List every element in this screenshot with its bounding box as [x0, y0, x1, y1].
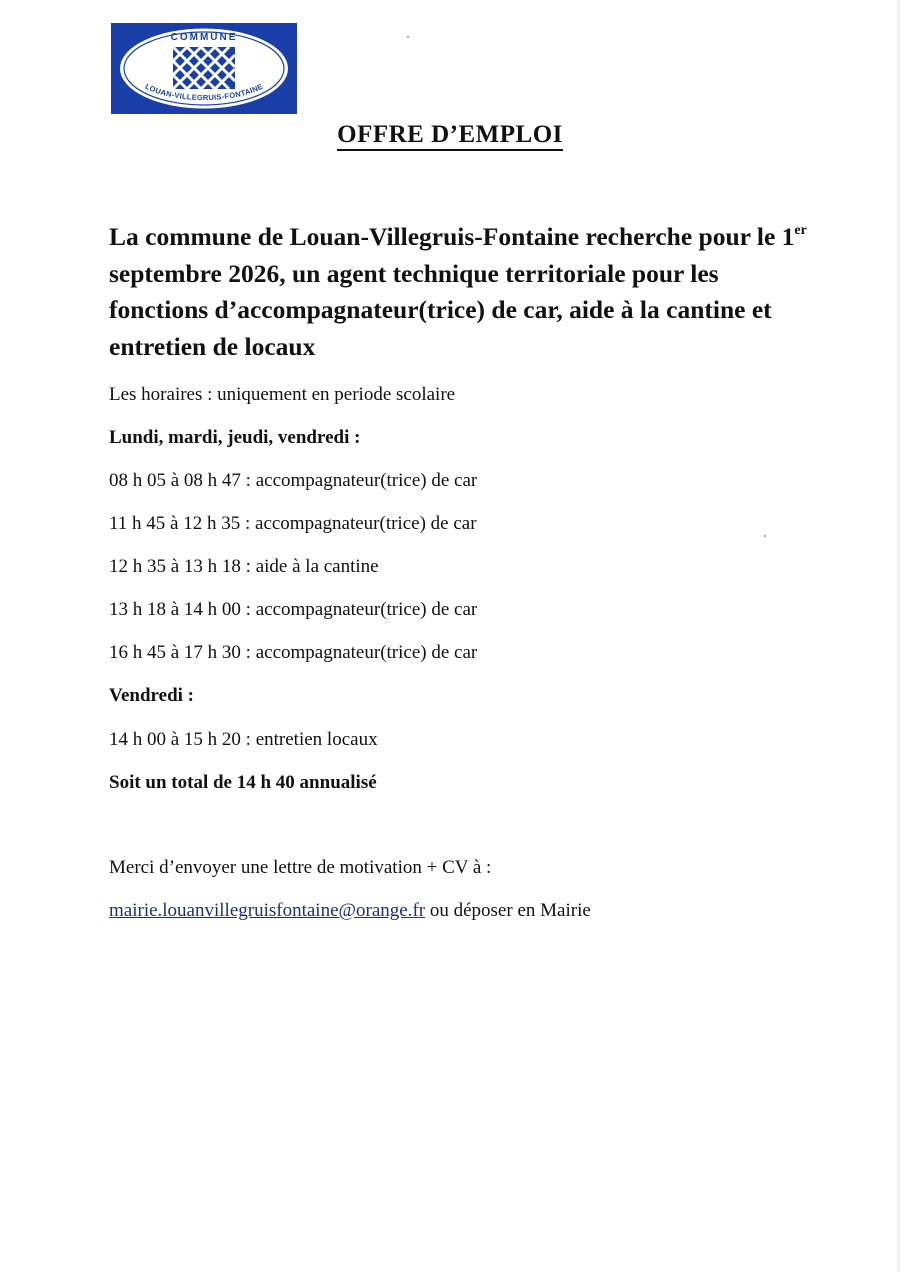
lattice-shield-icon: [173, 47, 235, 89]
logo-top-text: COMMUNE: [170, 32, 238, 43]
email-link[interactable]: mairie.louanvillegruisfontaine@orange.fr: [109, 900, 426, 921]
total-hours: Soit un total de 14 h 40 annualisé: [109, 772, 377, 793]
contact-line: [109, 900, 591, 922]
schedule-item: 16 h 45 à 17 h 30 : accompagnateur(trice) de car: [109, 642, 478, 663]
contact-intro: Merci d’envoyer une lettre de motivation + CV à :: [109, 857, 492, 878]
logo-bottom-text: LOUAN-VILLEGRUIS-FONTAINE: [143, 81, 265, 103]
scan-speck: [407, 36, 409, 38]
scan-speck: [764, 535, 766, 537]
schedule-item: 12 h 35 à 13 h 18 : aide à la cantine: [109, 556, 379, 577]
schedule-item: 11 h 45 à 12 h 35 : accompagnateur(trice) de car: [109, 513, 477, 534]
friday-heading: Vendredi :: [109, 685, 194, 706]
schedule-item: 13 h 18 à 14 h 00 : accompagnateur(trice) de car: [109, 599, 478, 620]
job-intro: La commune de Louan-Villegruis-Fontaine recherche pour le 1er septembre 2026, un agent technique territoriale pour les fonctions d’accompagnateur(trice) de car, aide à la cantine et entretien de locaux: [109, 222, 807, 361]
weekdays-heading: Lundi, mardi, jeudi, vendredi :: [109, 427, 361, 448]
friday-schedule-item: 14 h 00 à 15 h 20 : entretien locaux: [109, 729, 378, 750]
commune-logo: [111, 23, 297, 114]
page-title: OFFRE D’EMPLOI: [0, 121, 900, 149]
schedule-item: 08 h 05 à 08 h 47 : accompagnateur(trice) de car: [109, 470, 478, 491]
contact-suffix: ou déposer en Mairie: [425, 900, 591, 921]
hours-note: Les horaires : uniquement en periode scolaire: [109, 384, 456, 405]
